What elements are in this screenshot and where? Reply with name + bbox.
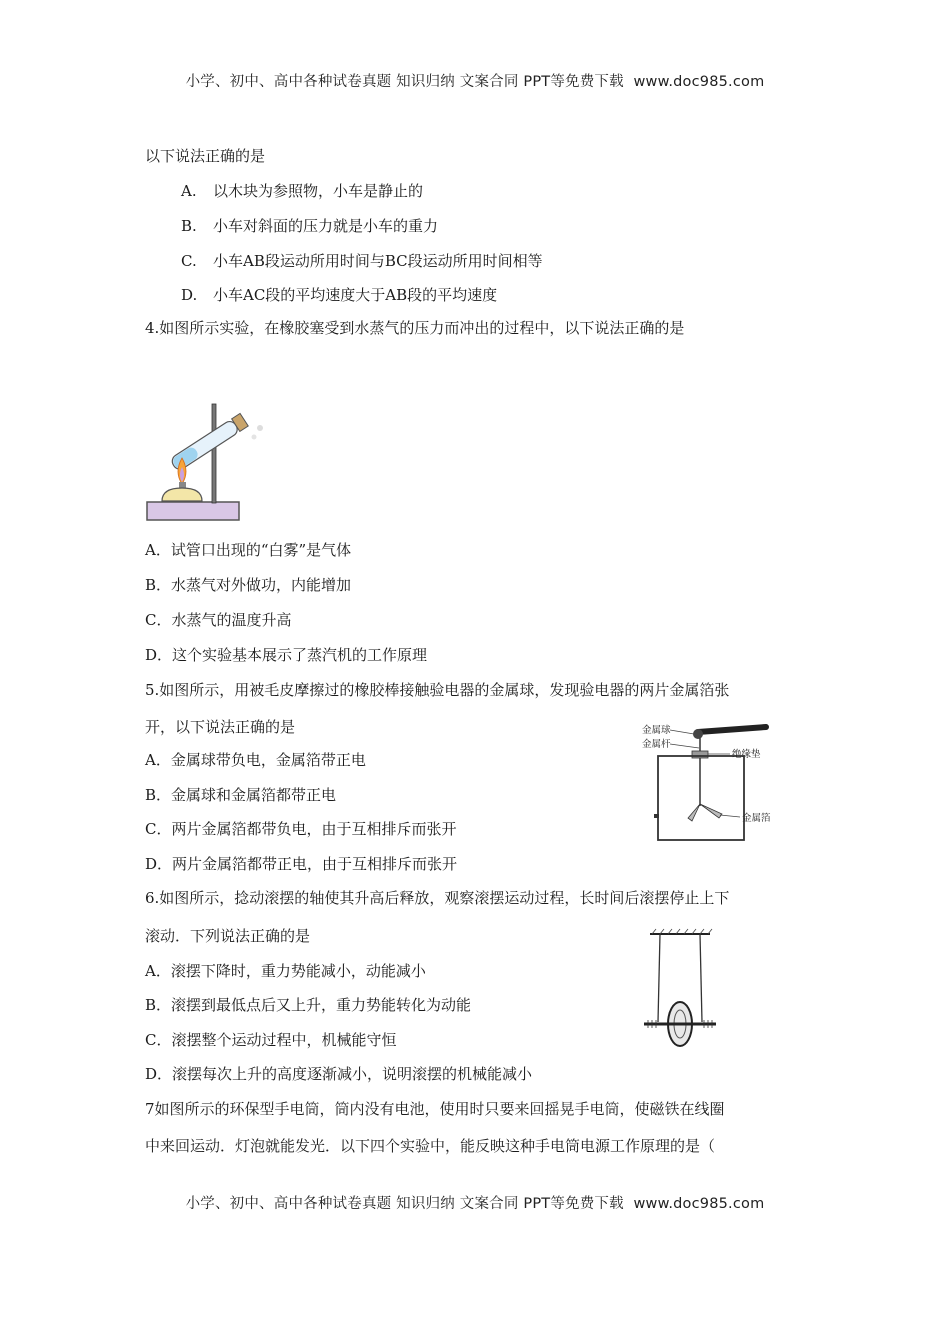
label-metal-ball: 金属球 — [642, 725, 671, 736]
option-text: 小车AC段的平均速度大于AB段的平均速度 — [213, 286, 498, 304]
option-letter: C. — [181, 252, 197, 270]
maxwell-wheel-drawing — [638, 926, 722, 1050]
q6-option-a: A．滚摆下降时，重力势能减小，动能减小 — [145, 962, 426, 980]
q6-option-c: C．滚摆整个运动过程中，机械能守恒 — [145, 1031, 397, 1049]
option-text: 小车AB段运动所用时间与BC段运动所用时间相等 — [213, 252, 543, 270]
q3-option-d — [181, 285, 497, 305]
q3-option-a — [181, 181, 423, 201]
option-letter: A. — [181, 182, 197, 200]
q5-option-c: C．两片金属箔都带负电，由于互相排斥而张开 — [145, 820, 457, 838]
header-site-link[interactable]: www.doc985.com — [633, 74, 765, 90]
electroscope-drawing — [612, 718, 782, 846]
footer-text: 小学、初中、高中各种试卷真题 知识归纳 文案合同 PPT等免费下载 — [185, 1196, 624, 1212]
q4-stem: 4.如图所示实验，在橡胶塞受到水蒸气的压力而冲出的过程中，以下说法正确的是 — [145, 319, 685, 337]
page-footer — [0, 1192, 950, 1213]
q4-option-a: A．试管口出现的“白雾”是气体 — [145, 541, 352, 559]
q6-stem-line1: 6.如图所示，捻动滚摆的轴使其升高后释放，观察滚摆运动过程，长时间后滚摆停止上下 — [145, 889, 730, 907]
option-letter: B. — [181, 217, 197, 235]
q5-option-b: B．金属球和金属箔都带正电 — [145, 786, 337, 804]
label-insulating-pad: 绝缘垫 — [732, 749, 761, 760]
q6-figure-maxwell-wheel — [638, 926, 722, 1050]
q7-stem-line2: 中来回运动．灯泡就能发光．以下四个实验中，能反映这种手电筒电源工作原理的是（ — [145, 1137, 716, 1155]
q6-option-b: B．滚摆到最低点后又上升，重力势能转化为动能 — [145, 996, 472, 1014]
q3-option-b — [181, 216, 438, 236]
q3-stem: 以下说法正确的是 — [145, 147, 266, 165]
q4-option-b: B．水蒸气对外做功，内能增加 — [145, 576, 352, 594]
q5-option-a: A．金属球带负电，金属箔带正电 — [145, 751, 366, 769]
header-text: 小学、初中、高中各种试卷真题 知识归纳 文案合同 PPT等免费下载 — [185, 74, 624, 90]
q6-stem-line2: 滚动．下列说法正确的是 — [145, 927, 311, 945]
page-header — [0, 70, 950, 91]
option-text: 以木块为参照物，小车是静止的 — [213, 182, 424, 200]
q5-option-d: D．两片金属箔都带正电，由于互相排斥而张开 — [145, 855, 458, 873]
label-metal-foil: 金属箔 — [742, 813, 771, 824]
q5-stem-line2: 开，以下说法正确的是 — [145, 718, 296, 736]
q4-option-d: D．这个实验基本展示了蒸汽机的工作原理 — [145, 646, 428, 664]
q5-stem-line1: 5.如图所示，用被毛皮摩擦过的橡胶棒接触验电器的金属球，发现验电器的两片金属箔张 — [145, 681, 730, 699]
test-tube-apparatus-drawing — [144, 400, 269, 525]
q4-option-c: C．水蒸气的温度升高 — [145, 611, 292, 629]
q4-figure-test-tube-heating — [144, 400, 269, 525]
option-letter: D. — [181, 286, 198, 304]
q5-figure-electroscope — [612, 718, 782, 846]
q6-option-d: D．滚摆每次上升的高度逐渐减小，说明滚摆的机械能减小 — [145, 1065, 533, 1083]
footer-site-link[interactable]: www.doc985.com — [633, 1196, 765, 1212]
q3-option-c — [181, 251, 543, 271]
option-text: 小车对斜面的压力就是小车的重力 — [213, 217, 439, 235]
q7-stem-line1: 7如图所示的环保型手电筒，筒内没有电池，使用时只要来回摇晃手电筒，使磁铁在线圈 — [145, 1100, 725, 1118]
label-metal-rod: 金属杆 — [642, 739, 671, 750]
